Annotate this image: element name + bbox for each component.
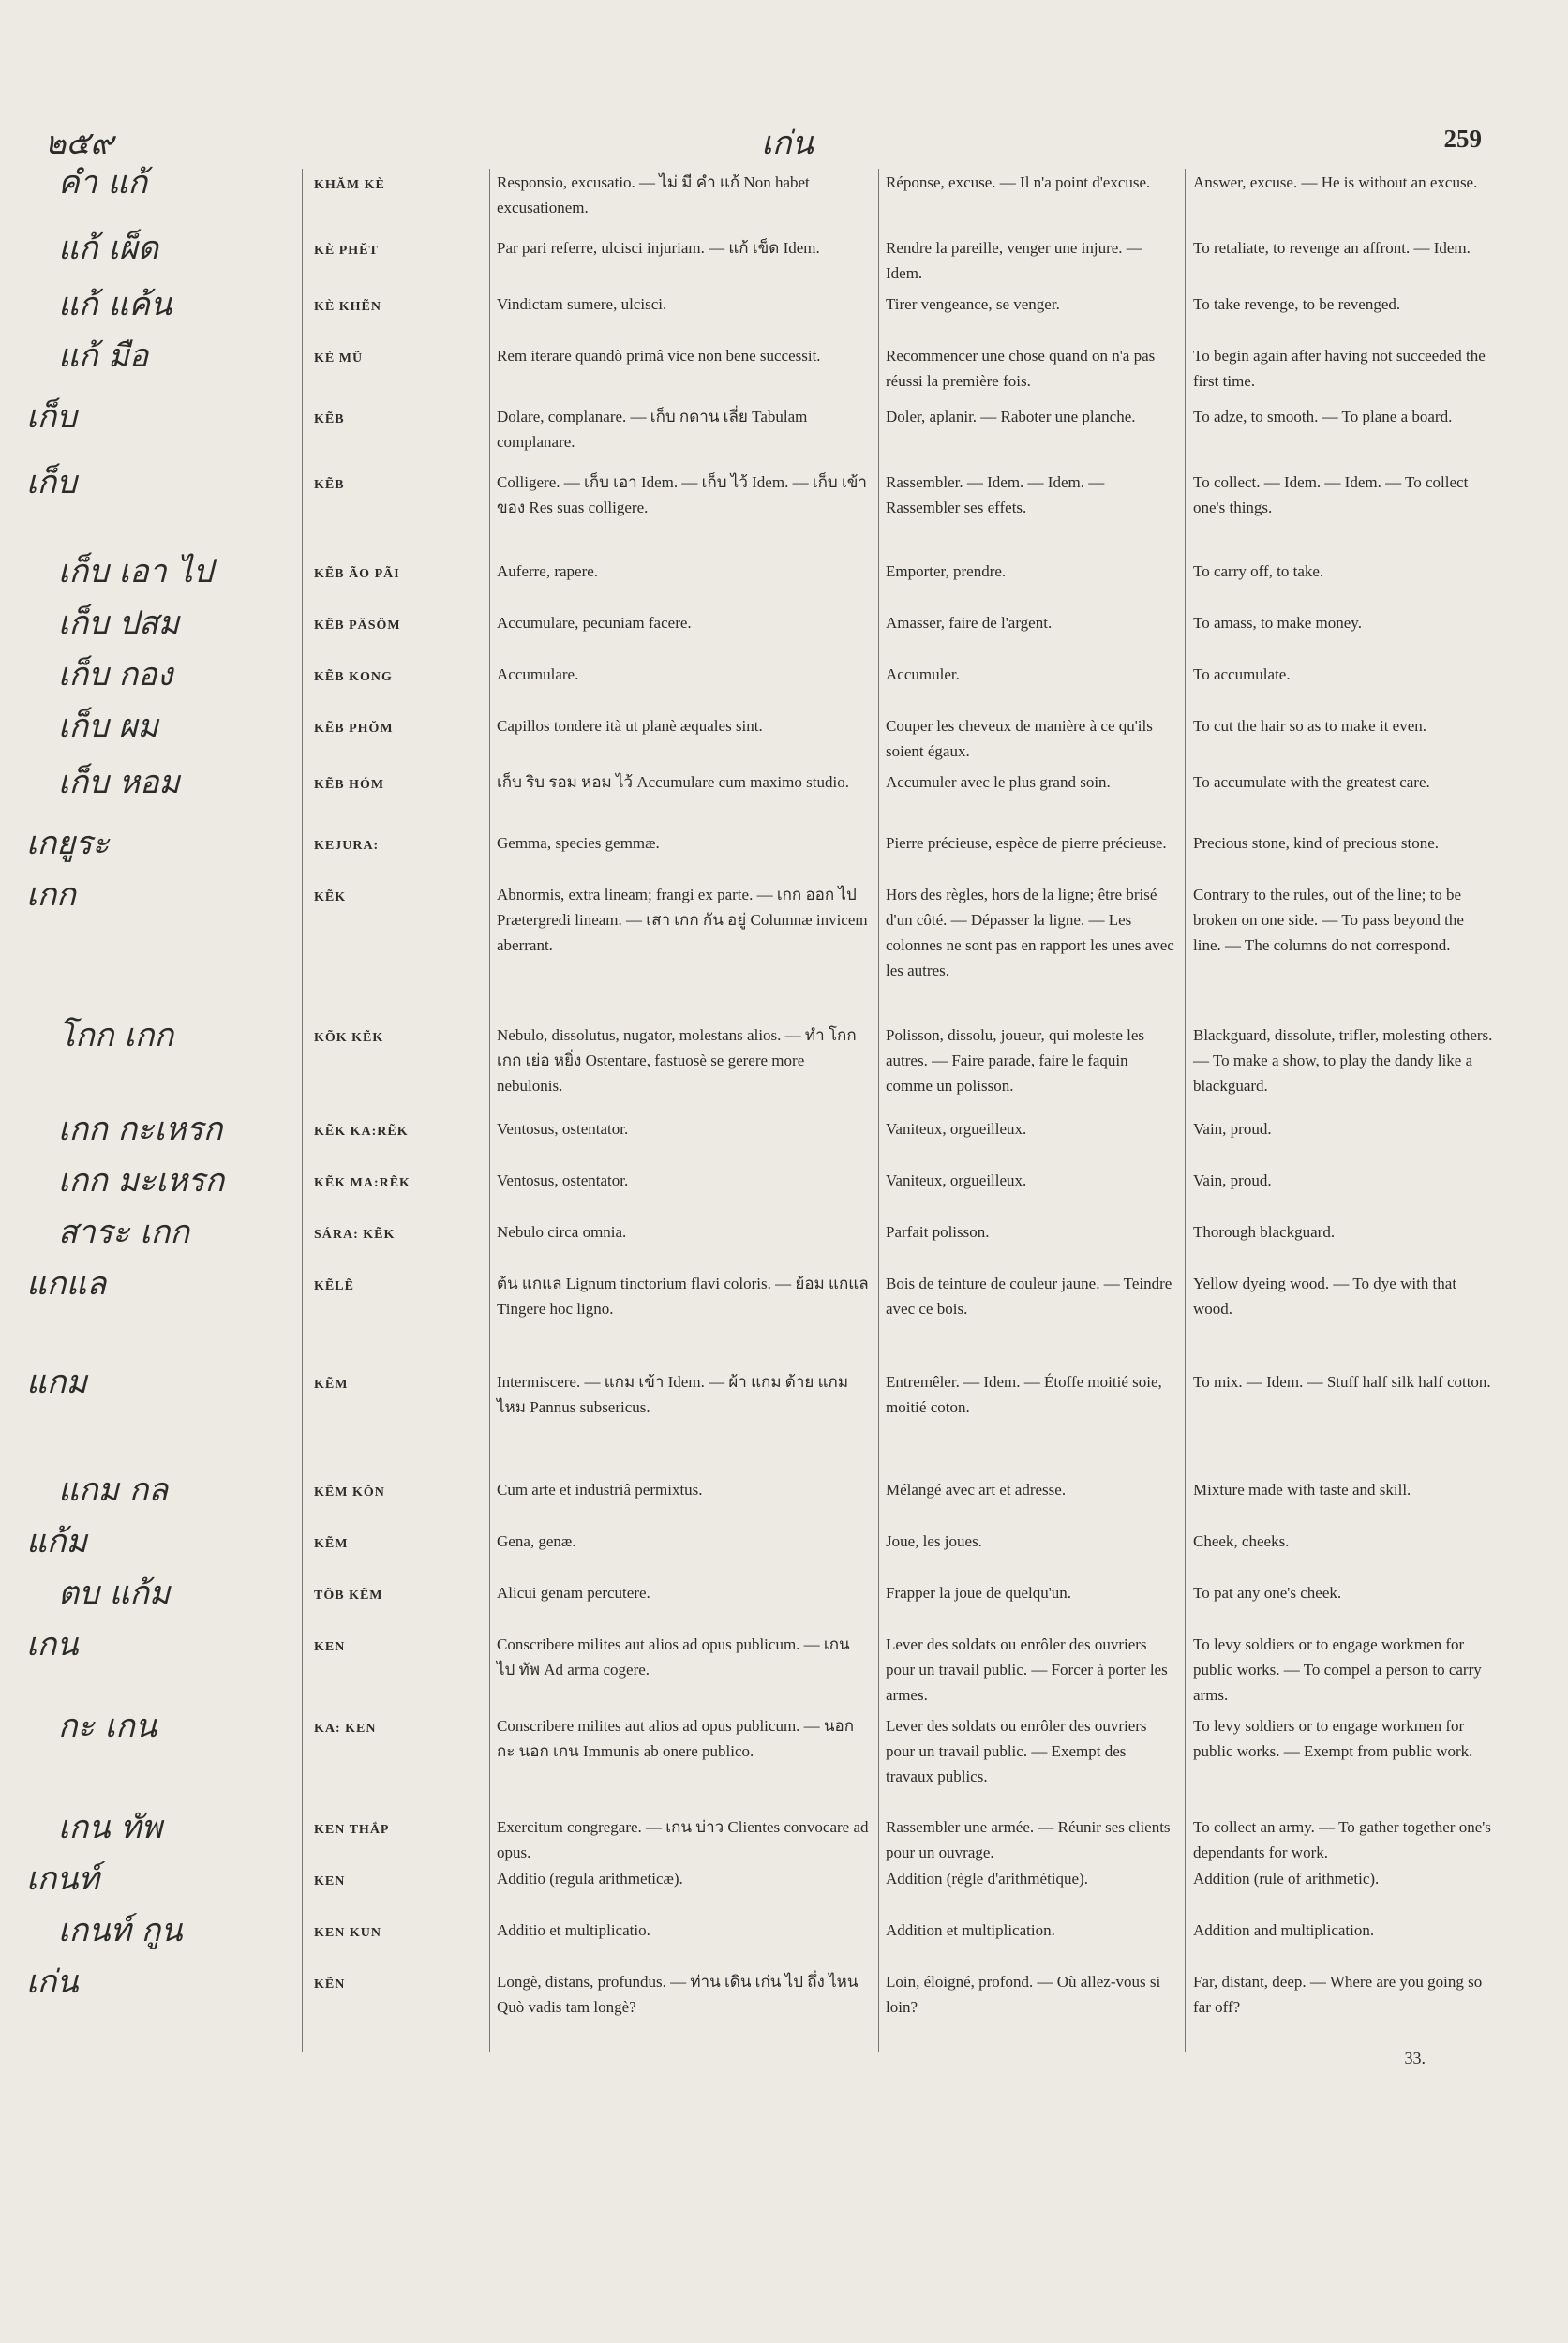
signature-mark: 33. bbox=[1404, 2049, 1426, 2067]
english-definition: Contrary to the rules, out of the line; to be broken on one side. — To pass beyond the line. — The columns do not correspond. bbox=[1193, 886, 1464, 954]
french-definition: Doler, aplanir. — Raboter une planche. bbox=[886, 408, 1136, 425]
french-definition: Vaniteux, orgueilleux. bbox=[886, 1120, 1027, 1138]
thai-headword: เก็บ หอม bbox=[58, 764, 180, 801]
romanization: KẼM KŎN bbox=[314, 1485, 385, 1500]
french-definition: Lever des soldats ou enrôler des ouvriers pour un travail public. — Forcer à porter les armes. bbox=[886, 1635, 1168, 1704]
french-definition: Entremêler. — Idem. — Étoffe moitié soie, moitié coton. bbox=[886, 1373, 1162, 1416]
french-definition: Loin, éloigné, profond. — Où allez-vous si loin? bbox=[886, 1973, 1161, 2016]
romanization: KẼN bbox=[314, 1977, 346, 1992]
latin-definition: Nebulo, dissolutus, nugator, molestans alios. — ทำ โกก เกก เย่อ หยิ่ง Ostentare, fastuosè se gerere more nebulonis. bbox=[497, 1026, 857, 1095]
thai-headword: แกม bbox=[26, 1364, 87, 1401]
french-definition: Polisson, dissolu, joueur, qui moleste les autres. — Faire parade, faire le faquin comme un polisson. bbox=[886, 1026, 1145, 1095]
french-definition: Accumuler. bbox=[886, 665, 960, 683]
thai-headword: เกนท์ กูน bbox=[58, 1912, 183, 1949]
english-definition: Addition and multiplication. bbox=[1193, 1921, 1375, 1939]
column-divider bbox=[878, 169, 879, 2052]
romanization: KẼM bbox=[314, 1537, 349, 1551]
latin-definition: Dolare, complanare. — เก็บ กดาน เลี่ย Tabulam complanare. bbox=[497, 408, 808, 451]
english-definition: To levy soldiers or to engage workmen for public works. — Exempt from public work. bbox=[1193, 1717, 1473, 1760]
thai-headword: เก่น bbox=[26, 1963, 79, 2001]
french-definition: Accumuler avec le plus grand soin. bbox=[886, 773, 1111, 791]
romanization: KẼB PĂSŎM bbox=[314, 619, 401, 633]
thai-headword: แก้ แค้น bbox=[58, 286, 172, 323]
thai-headword: สาระ เกก bbox=[58, 1214, 189, 1251]
english-definition: To begin again after having not succeeded the first time. bbox=[1193, 347, 1486, 390]
latin-definition: Longè, distans, profundus. — ท่าน เดิน เก่น ไป ถึ่ง ไหน Quò vadis tam longè? bbox=[497, 1973, 859, 2016]
romanization: KẼM bbox=[314, 1378, 349, 1392]
romanization: KEJURA: bbox=[314, 839, 380, 853]
english-definition: To carry off, to take. bbox=[1193, 562, 1324, 580]
romanization: KEN bbox=[314, 1874, 346, 1888]
latin-definition: Abnormis, extra lineam; frangi ex parte. — เกก ออก ไป Prætergredi lineam. — เสา เกก กัน อยู่ Columnæ invicem aberrant. bbox=[497, 886, 868, 954]
english-definition: To mix. — Idem. — Stuff half silk half cotton. bbox=[1193, 1373, 1491, 1391]
thai-headword: เก็บ ปสม bbox=[58, 604, 180, 642]
romanization: KÕK KẼK bbox=[314, 1031, 384, 1045]
thai-headword: แกแล bbox=[26, 1265, 107, 1303]
english-definition: Vain, proud. bbox=[1193, 1120, 1272, 1138]
romanization: KEN THẮP bbox=[314, 1823, 390, 1837]
latin-definition: Nebulo circa omnia. bbox=[497, 1223, 627, 1241]
french-definition: Joue, les joues. bbox=[886, 1532, 982, 1550]
french-definition: Pierre précieuse, espèce de pierre précieuse. bbox=[886, 834, 1167, 852]
latin-definition: Accumulare, pecuniam facere. bbox=[497, 614, 692, 632]
english-definition: Precious stone, kind of precious stone. bbox=[1193, 834, 1440, 852]
romanization: KẼK KA:RẼK bbox=[314, 1125, 409, 1139]
thai-page-number: ๒๕๙ bbox=[45, 125, 114, 162]
thai-headword: เกน ทัพ bbox=[58, 1809, 163, 1846]
thai-headword: เกนท์ bbox=[26, 1860, 99, 1898]
thai-headword: แก้ม bbox=[26, 1523, 87, 1560]
latin-definition: Additio et multiplicatio. bbox=[497, 1921, 650, 1939]
english-definition: Yellow dyeing wood. — To dye with that wood. bbox=[1193, 1275, 1457, 1318]
french-definition: Hors des règles, hors de la ligne; être brisé d'un côté. — Dépasser la ligne. — Les colonnes ne sont pas en rapport les unes avec les autres. bbox=[886, 886, 1174, 979]
column-divider bbox=[489, 169, 490, 2052]
thai-headword: คำ แก้ bbox=[58, 164, 148, 201]
latin-definition: Conscribere milites aut alios ad opus publicum. — นอก กะ นอก เกน Immunis ab onere publico. bbox=[497, 1717, 855, 1760]
english-definition: To amass, to make money. bbox=[1193, 614, 1362, 632]
romanization: KẼLẼ bbox=[314, 1279, 354, 1293]
english-definition: Addition (rule of arithmetic). bbox=[1193, 1870, 1380, 1888]
english-definition: Thorough blackguard. bbox=[1193, 1223, 1336, 1241]
french-definition: Mélangé avec art et adresse. bbox=[886, 1481, 1067, 1499]
thai-headword: เกก bbox=[26, 876, 76, 914]
english-definition: To collect. — Idem. — Idem. — To collect one's things. bbox=[1193, 473, 1469, 516]
french-definition: Tirer vengeance, se venger. bbox=[886, 295, 1060, 313]
romanization: KẼB KONG bbox=[314, 670, 393, 684]
french-definition: Frapper la joue de quelqu'un. bbox=[886, 1584, 1072, 1602]
thai-headword: กะ เกน bbox=[58, 1708, 157, 1745]
french-definition: Vaniteux, orgueilleux. bbox=[886, 1172, 1027, 1189]
english-definition: To retaliate, to revenge an affront. — Idem. bbox=[1193, 239, 1471, 257]
latin-definition: Intermiscere. — แกม เข้า Idem. — ผ้า แกม ด้าย แกม ไหม Pannus subsericus. bbox=[497, 1373, 849, 1416]
latin-definition: Responsio, excusatio. — ไม่ มี คำ แก้ Non habet excusationem. bbox=[497, 173, 810, 216]
french-definition: Bois de teinture de couleur jaune. — Teindre avec ce bois. bbox=[886, 1275, 1172, 1318]
latin-definition: เก็บ ริบ รอม หอม ไว้ Accumulare cum maximo studio. bbox=[497, 773, 849, 791]
thai-headword: เก็บ กอง bbox=[58, 656, 173, 694]
thai-headword: ตบ แก้ม bbox=[58, 1574, 171, 1612]
latin-definition: Colligere. — เก็บ เอา Idem. — เก็บ ไว้ Idem. — เก็บ เข้า ของ Res suas colligere. bbox=[497, 473, 867, 516]
romanization: KẼB ÃO PÃI bbox=[314, 567, 400, 581]
latin-definition: Par pari referre, ulcisci injuriam. — แก้ เข็ด Idem. bbox=[497, 239, 820, 257]
latin-definition: Gena, genæ. bbox=[497, 1532, 576, 1550]
french-definition: Addition (règle d'arithmétique). bbox=[886, 1870, 1088, 1888]
romanization: KÈ KHẼN bbox=[314, 300, 381, 314]
thai-headword: เก็บ bbox=[26, 398, 77, 436]
english-definition: To take revenge, to be revenged. bbox=[1193, 295, 1401, 313]
column-divider bbox=[1185, 169, 1186, 2052]
french-definition: Rassembler une armée. — Réunir ses clients pour un ouvrage. bbox=[886, 1818, 1171, 1861]
french-definition: Parfait polisson. bbox=[886, 1223, 990, 1241]
latin-definition: Capillos tondere ità ut planè æquales sint. bbox=[497, 717, 763, 735]
thai-headword: โกก เกก bbox=[58, 1017, 174, 1054]
english-definition: Far, distant, deep. — Where are you going so far off? bbox=[1193, 1973, 1483, 2016]
thai-headword: เก็บ bbox=[26, 464, 77, 501]
romanization: KÈ MŨ bbox=[314, 351, 364, 366]
english-definition: Cheek, cheeks. bbox=[1193, 1532, 1290, 1550]
english-definition: Blackguard, dissolute, trifler, molesting others. — To make a show, to play the dandy like a blackguard. bbox=[1193, 1026, 1493, 1095]
french-definition: Rendre la pareille, venger une injure. — Idem. bbox=[886, 239, 1142, 282]
french-definition: Amasser, faire de l'argent. bbox=[886, 614, 1053, 632]
latin-definition: Cum arte et industriâ permixtus. bbox=[497, 1481, 703, 1499]
english-definition: To cut the hair so as to make it even. bbox=[1193, 717, 1427, 735]
french-definition: Couper les cheveux de manière à ce qu'ils soient égaux. bbox=[886, 717, 1153, 760]
thai-headword: เกก กะเหรก bbox=[58, 1111, 223, 1148]
french-definition: Rassembler. — Idem. — Idem. — Rassembler ses effets. bbox=[886, 473, 1105, 516]
romanization: KÈ PHĔT bbox=[314, 244, 379, 258]
romanization: KẼK bbox=[314, 890, 347, 904]
thai-headword: เก็บ เอา ไป bbox=[58, 553, 214, 590]
thai-headword: แก้ เผ็ด bbox=[58, 230, 158, 267]
english-definition: To levy soldiers or to engage workmen for public works. — To compel a person to carry arms. bbox=[1193, 1635, 1482, 1704]
romanization: KẼB PHŎM bbox=[314, 722, 394, 736]
latin-definition: Gemma, species gemmæ. bbox=[497, 834, 660, 852]
latin-definition: Rem iterare quandò primâ vice non bene successit. bbox=[497, 347, 821, 365]
romanization: KẼB HÓM bbox=[314, 778, 385, 792]
romanization: KEN bbox=[314, 1640, 346, 1654]
english-definition: To collect an army. — To gather together one's dependants for work. bbox=[1193, 1818, 1491, 1861]
english-definition: To adze, to smooth. — To plane a board. bbox=[1193, 408, 1453, 425]
romanization: TÕB KẼM bbox=[314, 1589, 383, 1603]
french-definition: Emporter, prendre. bbox=[886, 562, 1007, 580]
latin-definition: Exercitum congregare. — เกน บ่าว Clientes convocare ad opus. bbox=[497, 1818, 869, 1861]
thai-headword: เกยูระ bbox=[26, 825, 110, 862]
latin-definition: Ventosus, ostentator. bbox=[497, 1120, 629, 1138]
latin-definition: Alicui genam percutere. bbox=[497, 1584, 650, 1602]
english-definition: To accumulate with the greatest care. bbox=[1193, 773, 1430, 791]
romanization: KA: KEN bbox=[314, 1722, 377, 1736]
english-definition: Mixture made with taste and skill. bbox=[1193, 1481, 1411, 1499]
latin-definition: Accumulare. bbox=[497, 665, 579, 683]
romanization: KHĂM KÈ bbox=[314, 178, 385, 192]
thai-headword: แก้ มือ bbox=[58, 337, 149, 375]
latin-definition: Conscribere milites aut alios ad opus publicum. — เกน ไป ทัพ Ad arma cogere. bbox=[497, 1635, 850, 1679]
romanization: KẼB bbox=[314, 412, 345, 426]
latin-definition: ต้น แกแล Lignum tinctorium flavi coloris. — ย้อม แกแล Tingere hoc ligno. bbox=[497, 1275, 869, 1318]
romanization: KẼB bbox=[314, 478, 345, 492]
romanization: SÁRA: KẼK bbox=[314, 1228, 396, 1242]
latin-definition: Ventosus, ostentator. bbox=[497, 1172, 629, 1189]
thai-headword: เก็บ ผม bbox=[58, 708, 158, 745]
page-number: 259 bbox=[1443, 125, 1482, 153]
english-definition: Answer, excuse. — He is without an excuse. bbox=[1193, 173, 1478, 191]
thai-headword: แกม กล bbox=[58, 1471, 169, 1509]
french-definition: Addition et multiplication. bbox=[886, 1921, 1055, 1939]
guide-word: เก่น bbox=[761, 125, 814, 162]
latin-definition: Vindictam sumere, ulcisci. bbox=[497, 295, 667, 313]
english-definition: To accumulate. bbox=[1193, 665, 1291, 683]
latin-definition: Auferre, rapere. bbox=[497, 562, 599, 580]
french-definition: Lever des soldats ou enrôler des ouvriers pour un travail public. — Exempt des travaux publics. bbox=[886, 1717, 1147, 1785]
english-definition: To pat any one's cheek. bbox=[1193, 1584, 1342, 1602]
thai-headword: เกน bbox=[26, 1626, 79, 1664]
french-definition: Réponse, excuse. — Il n'a point d'excuse. bbox=[886, 173, 1151, 191]
english-definition: Vain, proud. bbox=[1193, 1172, 1272, 1189]
romanization: KEN KUN bbox=[314, 1926, 381, 1940]
romanization: KẼK MA:RẼK bbox=[314, 1176, 411, 1190]
latin-definition: Additio (regula arithmeticæ). bbox=[497, 1870, 683, 1888]
french-definition: Recommencer une chose quand on n'a pas réussi la première fois. bbox=[886, 347, 1156, 390]
thai-headword: เกก มะเหรก bbox=[58, 1162, 225, 1200]
